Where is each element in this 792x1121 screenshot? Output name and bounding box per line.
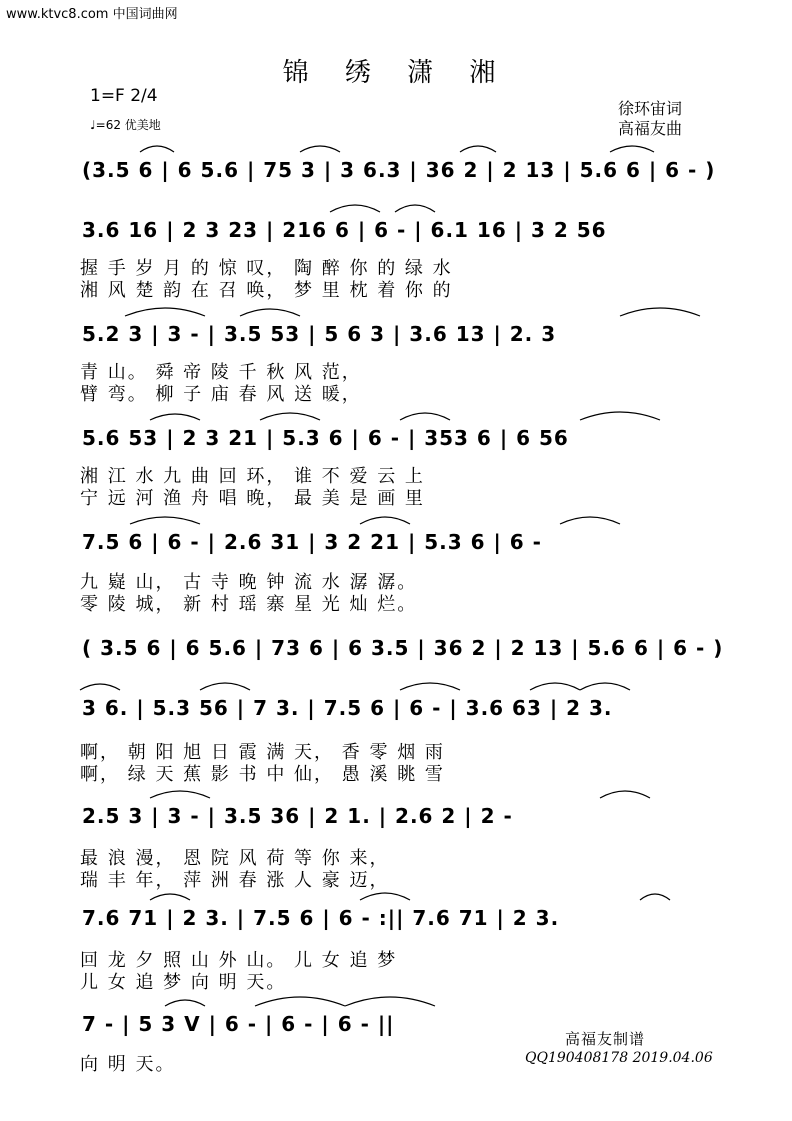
lyric-line-2a: 握 手 岁 月 的 惊 叹， 陶 醉 你 的 绿 水 bbox=[80, 258, 453, 279]
lyric-line-8a: 最 浪 漫， 恩 院 风 荷 等 你 来， bbox=[80, 848, 390, 869]
key-signature: 1=F 2/4 bbox=[90, 86, 158, 106]
notation-line-3: 5.2 3 | 3 - | 3.5 53 | 5 6 3 | 3.6 13 | 2. 3 bbox=[82, 322, 557, 346]
lyric-line-3b: 臂 弯。 柳 子 庙 春 风 送 暖， bbox=[80, 384, 362, 405]
transcriber-credit: 高福友制谱 bbox=[565, 1030, 646, 1048]
lyric-line-7b: 啊， 绿 天 蕉 影 书 中 仙， 愚 溪 眺 雪 bbox=[80, 764, 445, 785]
lyric-line-9a: 回 龙 夕 照 山 外 山。 儿 女 追 梦 bbox=[80, 950, 398, 971]
lyricist-credit: 徐环宙词 bbox=[618, 99, 683, 118]
notation-line-7: 3 6. | 5.3 56 | 7 3. | 7.5 6 | 6 - | 3.6 63 | 2 3. bbox=[82, 696, 613, 720]
notation-line-4: 5.6 53 | 2 3 21 | 5.3 6 | 6 - | 353 6 | 6 56 bbox=[82, 426, 569, 450]
lyric-line-3a: 青 山。 舜 帝 陵 千 秋 风 范， bbox=[80, 362, 362, 383]
song-title: 锦 绣 潇 湘 bbox=[282, 58, 510, 88]
lyric-line-4b: 宁 远 河 渔 舟 唱 晚， 最 美 是 画 里 bbox=[80, 488, 425, 509]
notation-line-1: (3.5 6 | 6 5.6 | 75 3 | 3 6.3 | 36 2 | 2 13 | 5.6 6 | 6 - ) bbox=[82, 158, 716, 182]
lyric-line-2b: 湘 风 楚 韵 在 召 唤， 梦 里 枕 着 你 的 bbox=[80, 280, 453, 301]
lyric-line-4a: 湘 江 水 九 曲 回 环， 谁 不 爱 云 上 bbox=[80, 466, 425, 487]
notation-line-5: 7.5 6 | 6 - | 2.6 31 | 3 2 21 | 5.3 6 | 6 - bbox=[82, 530, 542, 554]
lyric-line-10a: 向 明 天。 bbox=[80, 1054, 176, 1075]
composer-credit: 高福友曲 bbox=[618, 119, 683, 138]
notation-line-8: 2.5 3 | 3 - | 3.5 36 | 2 1. | 2.6 2 | 2 - bbox=[82, 804, 513, 828]
watermark: www.ktvc8.com 中国词曲网 bbox=[6, 7, 178, 22]
notation-line-2: 3.6 16 | 2 3 23 | 216 6 | 6 - | 6.1 16 | 3 2 56 bbox=[82, 218, 607, 242]
notation-line-10: 7 - | 5 3 V | 6 - | 6 - | 6 - || bbox=[82, 1012, 395, 1036]
lyric-line-5a: 九 嶷 山， 古 寺 晚 钟 流 水 潺 潺。 bbox=[80, 572, 418, 593]
contact-date: QQ190408178 2019.04.06 bbox=[525, 1050, 713, 1066]
notation-line-6: ( 3.5 6 | 6 5.6 | 73 6 | 6 3.5 | 36 2 | 2 13 | 5.6 6 | 6 - ) bbox=[82, 636, 724, 660]
tempo-marking: ♩=62 优美地 bbox=[90, 118, 161, 132]
notation-line-9: 7.6 71 | 2 3. | 7.5 6 | 6 - :|| 7.6 71 | 2 3. bbox=[82, 906, 560, 930]
lyric-line-9b: 儿 女 追 梦 向 明 天。 bbox=[80, 972, 287, 993]
lyric-line-5b: 零 陵 城， 新 村 瑶 寨 星 光 灿 烂。 bbox=[80, 594, 418, 615]
lyric-line-7a: 啊， 朝 阳 旭 日 霞 满 天， 香 零 烟 雨 bbox=[80, 742, 445, 763]
lyric-line-8b: 瑞 丰 年， 萍 洲 春 涨 人 豪 迈， bbox=[80, 870, 390, 891]
